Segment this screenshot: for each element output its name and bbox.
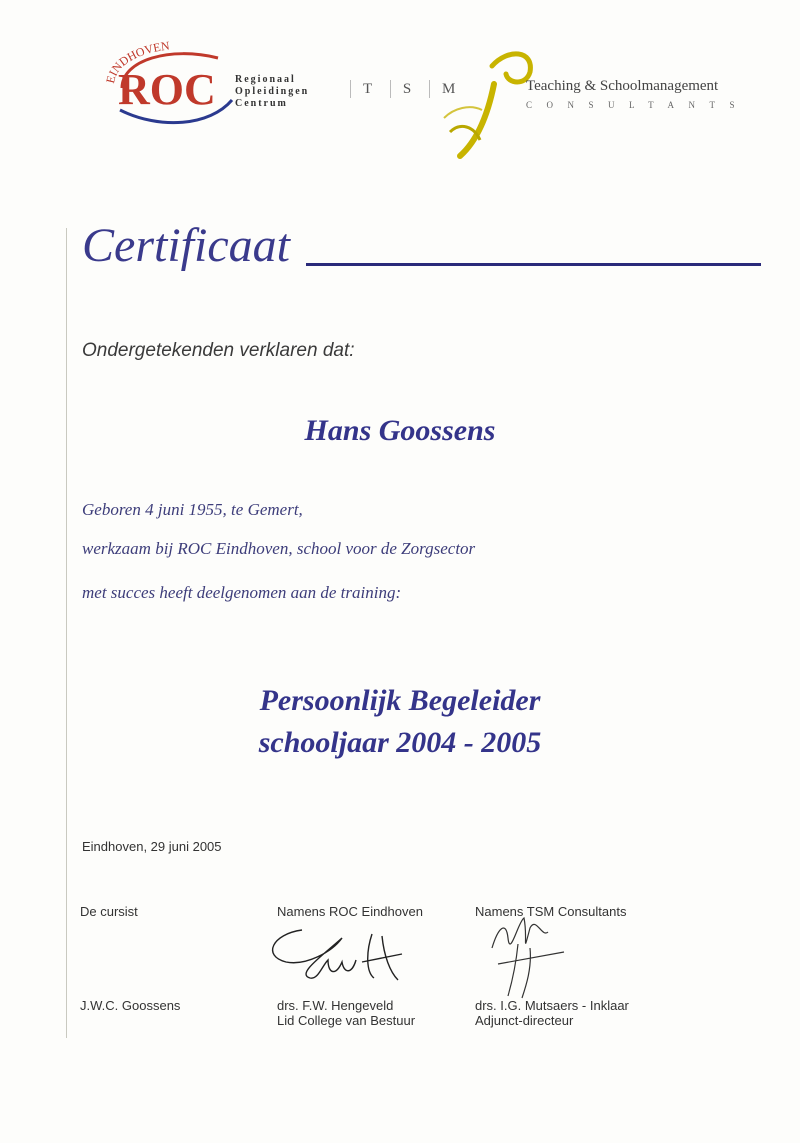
tsm-signer xyxy=(475,998,629,1028)
signature-tsm xyxy=(478,908,573,1000)
tsm-swoosh-icon xyxy=(430,44,540,162)
employment-line: werkzaam bij ROC Eindhoven, school voor de Zorgsector xyxy=(82,539,476,558)
certificate-title: Certificaat xyxy=(82,219,290,272)
roc-arc-text: EINDHOVEN xyxy=(103,38,171,85)
signature-label-student: De cursist xyxy=(80,904,138,919)
roc-name-line1: Regionaal xyxy=(235,74,296,85)
signature-roc xyxy=(262,916,412,988)
course-title: Persoonlijk Begeleider xyxy=(259,684,541,717)
roc-signer-name: drs. F.W. Hengeveld xyxy=(277,998,394,1013)
course-year: schooljaar 2004 - 2005 xyxy=(258,726,542,759)
tsm-letter-t: T xyxy=(350,80,386,98)
margin-line xyxy=(66,228,67,1038)
tsm-subtitle: CONSULTANTS xyxy=(526,100,749,110)
roc-name-line3: Centrum xyxy=(235,98,288,109)
tsm-letter-s: S xyxy=(390,80,425,98)
roc-name-line2: Opleidingen xyxy=(235,86,310,97)
tsm-name: Teaching & Schoolmanagement xyxy=(526,78,719,94)
tsm-signer-role: Adjunct-directeur xyxy=(475,1013,574,1028)
training-line: met succes heeft deelgenomen aan de training: xyxy=(82,583,402,602)
roc-signer xyxy=(277,998,415,1028)
tsm-letter-m: M xyxy=(429,80,469,98)
signature-label-tsm: Namens TSM Consultants xyxy=(475,904,627,919)
roc-name xyxy=(235,74,309,110)
place-date: Eindhoven, 29 juni 2005 xyxy=(82,839,222,854)
tsm-signer-name: drs. I.G. Mutsaers - Inklaar xyxy=(475,998,629,1013)
intro-text: Ondergetekenden verklaren dat: xyxy=(82,340,355,361)
roc-signer-role: Lid College van Bestuur xyxy=(277,1013,416,1028)
roc-letters: ROC xyxy=(118,65,216,114)
signature-label-roc: Namens ROC Eindhoven xyxy=(277,904,423,919)
person-name: Hans Goossens xyxy=(304,414,496,447)
birth-line: Geboren 4 juni 1955, te Gemert, xyxy=(82,500,303,519)
student-name: J.W.C. Goossens xyxy=(80,998,181,1013)
title-rule xyxy=(306,263,761,266)
